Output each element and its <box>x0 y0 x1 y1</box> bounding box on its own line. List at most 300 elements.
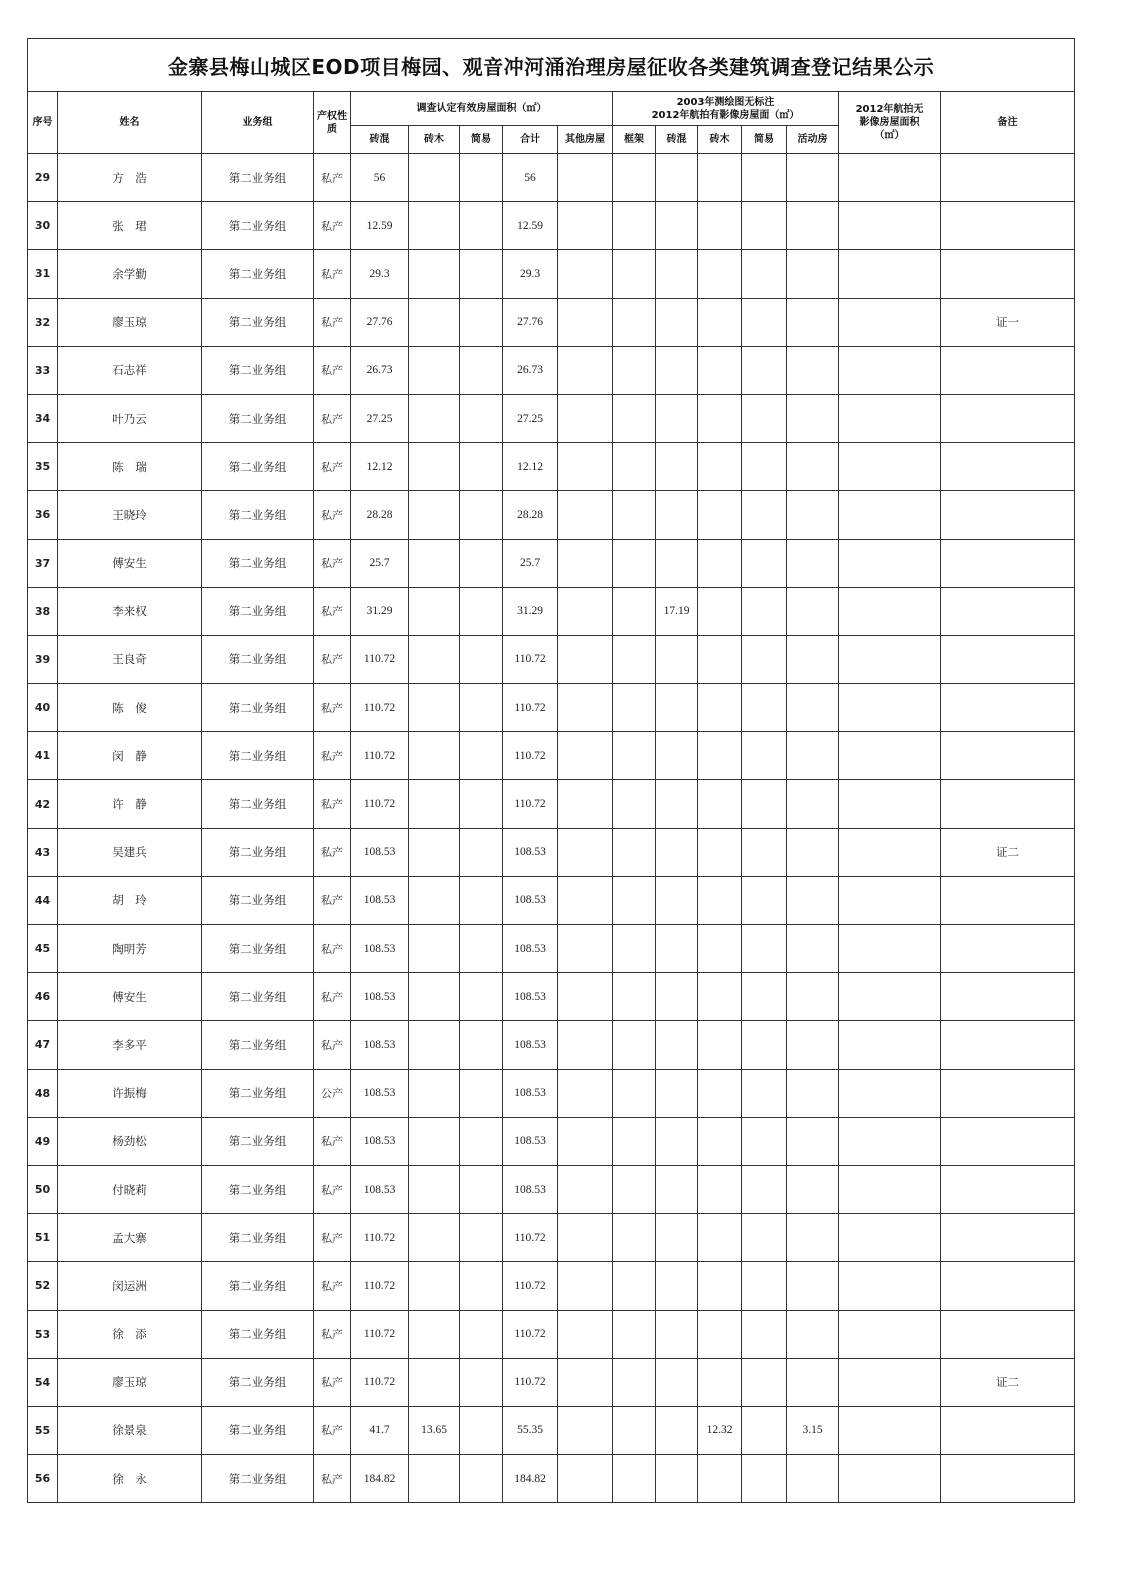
table-row <box>28 1214 1075 1262</box>
row-aerial-brick-concrete <box>656 635 698 683</box>
table-row <box>28 539 1075 587</box>
row-aerial-brick-concrete <box>656 202 698 250</box>
row-survey-brick-concrete: 108.53 <box>351 876 409 924</box>
row-survey-simple <box>460 250 503 298</box>
row-remark: 证一 <box>941 298 1075 346</box>
row-aerial-simple <box>742 491 787 539</box>
row-group: 第二业务组 <box>202 1165 314 1213</box>
row-remark <box>941 443 1075 491</box>
row-seq: 42 <box>28 780 58 828</box>
row-aerial-mobile <box>787 876 839 924</box>
row-survey-brick-wood <box>409 925 460 973</box>
row-survey-brick-wood <box>409 298 460 346</box>
row-group: 第二业务组 <box>202 491 314 539</box>
row-aerial-brick-concrete <box>656 780 698 828</box>
row-seq: 39 <box>28 635 58 683</box>
row-survey-brick-wood <box>409 346 460 394</box>
row-remark <box>941 346 1075 394</box>
row-aerial-frame <box>613 1310 656 1358</box>
row-nature: 私产 <box>314 1310 351 1358</box>
row-survey-other <box>558 1262 613 1310</box>
row-group: 第二业务组 <box>202 780 314 828</box>
row-seq: 49 <box>28 1117 58 1165</box>
row-survey-total: 110.72 <box>503 1262 558 1310</box>
row-aerial-brick-wood <box>698 587 742 635</box>
row-aerial-mobile <box>787 491 839 539</box>
row-survey-brick-concrete: 108.53 <box>351 1069 409 1117</box>
row-aerial-brick-concrete <box>656 298 698 346</box>
row-survey-simple <box>460 1310 503 1358</box>
row-remark <box>941 780 1075 828</box>
row-survey-brick-wood <box>409 635 460 683</box>
row-survey-simple <box>460 973 503 1021</box>
row-survey-total: 110.72 <box>503 780 558 828</box>
row-no-image-area <box>839 1214 941 1262</box>
row-survey-simple <box>460 491 503 539</box>
row-survey-brick-concrete: 108.53 <box>351 1165 409 1213</box>
row-name: 王良奇 <box>58 635 202 683</box>
row-aerial-simple <box>742 1021 787 1069</box>
row-survey-total: 108.53 <box>503 973 558 1021</box>
row-group: 第二业务组 <box>202 298 314 346</box>
row-remark <box>941 635 1075 683</box>
row-aerial-mobile <box>787 780 839 828</box>
row-seq: 56 <box>28 1455 58 1503</box>
row-aerial-mobile <box>787 298 839 346</box>
row-group: 第二业务组 <box>202 1262 314 1310</box>
row-survey-simple <box>460 1358 503 1406</box>
row-aerial-frame <box>613 154 656 202</box>
row-aerial-frame <box>613 925 656 973</box>
row-aerial-simple <box>742 539 787 587</box>
row-aerial-brick-concrete <box>656 491 698 539</box>
row-aerial-brick-wood <box>698 1358 742 1406</box>
row-survey-other <box>558 1310 613 1358</box>
row-group: 第二业务组 <box>202 876 314 924</box>
row-aerial-brick-concrete <box>656 1165 698 1213</box>
row-group: 第二业务组 <box>202 1310 314 1358</box>
row-aerial-frame <box>613 587 656 635</box>
row-aerial-brick-concrete <box>656 1358 698 1406</box>
row-aerial-frame <box>613 1214 656 1262</box>
row-aerial-mobile <box>787 973 839 1021</box>
row-survey-total: 56 <box>503 154 558 202</box>
row-seq: 44 <box>28 876 58 924</box>
row-survey-other <box>558 443 613 491</box>
row-aerial-frame <box>613 443 656 491</box>
row-survey-other <box>558 346 613 394</box>
row-seq: 40 <box>28 684 58 732</box>
row-aerial-simple <box>742 250 787 298</box>
row-survey-brick-wood <box>409 1021 460 1069</box>
row-aerial-mobile <box>787 250 839 298</box>
row-group: 第二业务组 <box>202 973 314 1021</box>
row-aerial-frame <box>613 202 656 250</box>
row-survey-total: 12.12 <box>503 443 558 491</box>
row-survey-total: 108.53 <box>503 925 558 973</box>
row-nature: 私产 <box>314 635 351 683</box>
header-survey-brick-concrete: 砖混 <box>351 126 409 154</box>
row-aerial-mobile <box>787 1165 839 1213</box>
row-survey-brick-concrete: 108.53 <box>351 828 409 876</box>
row-survey-other <box>558 1117 613 1165</box>
row-aerial-mobile <box>787 828 839 876</box>
header-no-image: 2012年航拍无影像房屋面积（㎡） <box>839 92 941 154</box>
row-aerial-brick-wood <box>698 491 742 539</box>
row-name: 余学勤 <box>58 250 202 298</box>
row-nature: 私产 <box>314 1021 351 1069</box>
row-seq: 47 <box>28 1021 58 1069</box>
row-aerial-brick-wood <box>698 635 742 683</box>
table-body <box>28 154 1075 1503</box>
row-survey-simple <box>460 346 503 394</box>
row-survey-total: 27.76 <box>503 298 558 346</box>
row-remark <box>941 1021 1075 1069</box>
row-name: 张 珺 <box>58 202 202 250</box>
row-aerial-brick-wood <box>698 1310 742 1358</box>
row-nature: 私产 <box>314 394 351 442</box>
table-row <box>28 684 1075 732</box>
row-survey-other <box>558 780 613 828</box>
table-row <box>28 1310 1075 1358</box>
row-survey-total: 12.59 <box>503 202 558 250</box>
row-aerial-simple <box>742 202 787 250</box>
row-aerial-brick-wood <box>698 684 742 732</box>
row-name: 傅安生 <box>58 973 202 1021</box>
table-row <box>28 491 1075 539</box>
row-survey-other <box>558 973 613 1021</box>
row-survey-other <box>558 394 613 442</box>
row-survey-brick-wood: 13.65 <box>409 1406 460 1454</box>
row-group: 第二业务组 <box>202 443 314 491</box>
row-aerial-mobile <box>787 1310 839 1358</box>
row-seq: 33 <box>28 346 58 394</box>
row-no-image-area <box>839 780 941 828</box>
row-no-image-area <box>839 973 941 1021</box>
row-aerial-mobile <box>787 443 839 491</box>
row-nature: 公产 <box>314 1069 351 1117</box>
row-survey-simple <box>460 876 503 924</box>
header-aerial-brick-wood: 砖木 <box>698 126 742 154</box>
row-aerial-simple <box>742 1262 787 1310</box>
row-survey-brick-concrete: 110.72 <box>351 684 409 732</box>
table-row <box>28 202 1075 250</box>
row-aerial-mobile <box>787 1069 839 1117</box>
row-survey-brick-concrete: 27.25 <box>351 394 409 442</box>
row-aerial-frame <box>613 780 656 828</box>
table-row <box>28 250 1075 298</box>
row-aerial-simple <box>742 828 787 876</box>
row-group: 第二业务组 <box>202 250 314 298</box>
row-survey-brick-concrete: 110.72 <box>351 635 409 683</box>
row-group: 第二业务组 <box>202 154 314 202</box>
row-remark <box>941 250 1075 298</box>
row-aerial-brick-wood <box>698 298 742 346</box>
row-survey-other <box>558 202 613 250</box>
row-survey-simple <box>460 1262 503 1310</box>
row-survey-total: 31.29 <box>503 587 558 635</box>
row-survey-simple <box>460 1214 503 1262</box>
row-name: 陶明芳 <box>58 925 202 973</box>
row-aerial-mobile <box>787 202 839 250</box>
row-group: 第二业务组 <box>202 1069 314 1117</box>
row-aerial-mobile: 3.15 <box>787 1406 839 1454</box>
table-row <box>28 925 1075 973</box>
row-aerial-simple <box>742 973 787 1021</box>
row-survey-simple <box>460 780 503 828</box>
row-survey-simple <box>460 587 503 635</box>
table-row <box>28 1117 1075 1165</box>
row-no-image-area <box>839 250 941 298</box>
row-remark <box>941 154 1075 202</box>
row-seq: 35 <box>28 443 58 491</box>
row-survey-total: 184.82 <box>503 1455 558 1503</box>
row-aerial-brick-wood <box>698 250 742 298</box>
row-no-image-area <box>839 684 941 732</box>
row-no-image-area <box>839 587 941 635</box>
row-survey-brick-concrete: 110.72 <box>351 1358 409 1406</box>
row-remark <box>941 202 1075 250</box>
row-aerial-brick-concrete <box>656 1310 698 1358</box>
table-row <box>28 780 1075 828</box>
row-survey-simple <box>460 1165 503 1213</box>
row-name: 廖玉琼 <box>58 298 202 346</box>
row-aerial-brick-wood <box>698 1117 742 1165</box>
row-aerial-simple <box>742 1310 787 1358</box>
row-nature: 私产 <box>314 154 351 202</box>
row-survey-total: 29.3 <box>503 250 558 298</box>
row-aerial-simple <box>742 1358 787 1406</box>
header-nature: 产权性质 <box>314 92 351 154</box>
row-aerial-frame <box>613 1069 656 1117</box>
row-seq: 55 <box>28 1406 58 1454</box>
row-survey-brick-wood <box>409 539 460 587</box>
row-aerial-brick-wood <box>698 876 742 924</box>
row-name: 廖玉琼 <box>58 1358 202 1406</box>
row-aerial-frame <box>613 1406 656 1454</box>
row-aerial-frame <box>613 298 656 346</box>
row-nature: 私产 <box>314 298 351 346</box>
row-survey-other <box>558 539 613 587</box>
row-nature: 私产 <box>314 587 351 635</box>
row-aerial-frame <box>613 394 656 442</box>
row-no-image-area <box>839 635 941 683</box>
row-survey-brick-wood <box>409 202 460 250</box>
row-aerial-brick-concrete <box>656 1117 698 1165</box>
row-remark <box>941 1117 1075 1165</box>
row-name: 徐 添 <box>58 1310 202 1358</box>
row-aerial-frame <box>613 1117 656 1165</box>
row-name: 傅安生 <box>58 539 202 587</box>
row-survey-brick-wood <box>409 1117 460 1165</box>
row-aerial-simple <box>742 1165 787 1213</box>
table-row <box>28 1021 1075 1069</box>
row-group: 第二业务组 <box>202 1021 314 1069</box>
row-survey-simple <box>460 732 503 780</box>
row-nature: 私产 <box>314 925 351 973</box>
row-group: 第二业务组 <box>202 1358 314 1406</box>
row-aerial-brick-wood <box>698 925 742 973</box>
row-survey-other <box>558 1214 613 1262</box>
row-survey-brick-concrete: 56 <box>351 154 409 202</box>
row-nature: 私产 <box>314 539 351 587</box>
row-seq: 43 <box>28 828 58 876</box>
row-survey-brick-concrete: 31.29 <box>351 587 409 635</box>
row-aerial-brick-wood <box>698 154 742 202</box>
row-nature: 私产 <box>314 1406 351 1454</box>
row-aerial-simple <box>742 394 787 442</box>
row-survey-brick-concrete: 27.76 <box>351 298 409 346</box>
row-survey-simple <box>460 1021 503 1069</box>
row-survey-total: 110.72 <box>503 1310 558 1358</box>
row-survey-brick-wood <box>409 732 460 780</box>
row-aerial-brick-concrete <box>656 394 698 442</box>
document-title: 金寨县梅山城区EOD项目梅园、观音冲河涌治理房屋征收各类建筑调查登记结果公示 <box>28 39 1075 92</box>
row-survey-simple <box>460 635 503 683</box>
row-aerial-brick-concrete <box>656 1069 698 1117</box>
row-survey-simple <box>460 443 503 491</box>
row-aerial-mobile <box>787 732 839 780</box>
row-aerial-brick-wood <box>698 780 742 828</box>
row-aerial-brick-wood <box>698 973 742 1021</box>
row-nature: 私产 <box>314 1214 351 1262</box>
row-survey-other <box>558 876 613 924</box>
row-name: 方 浩 <box>58 154 202 202</box>
row-aerial-brick-wood <box>698 1165 742 1213</box>
row-aerial-brick-wood <box>698 394 742 442</box>
row-seq: 46 <box>28 973 58 1021</box>
row-aerial-brick-wood <box>698 346 742 394</box>
row-nature: 私产 <box>314 1358 351 1406</box>
row-aerial-simple <box>742 1406 787 1454</box>
table-row <box>28 1406 1075 1454</box>
row-aerial-brick-concrete <box>656 1455 698 1503</box>
row-no-image-area <box>839 828 941 876</box>
row-name: 石志祥 <box>58 346 202 394</box>
row-name: 李来权 <box>58 587 202 635</box>
row-aerial-brick-concrete <box>656 250 698 298</box>
header-name: 姓名 <box>58 92 202 154</box>
row-survey-total: 25.7 <box>503 539 558 587</box>
row-survey-other <box>558 684 613 732</box>
row-no-image-area <box>839 394 941 442</box>
row-aerial-mobile <box>787 394 839 442</box>
row-nature: 私产 <box>314 780 351 828</box>
row-survey-brick-wood <box>409 443 460 491</box>
row-aerial-brick-wood <box>698 1214 742 1262</box>
row-survey-brick-wood <box>409 876 460 924</box>
row-no-image-area <box>839 1069 941 1117</box>
header-seq: 序号 <box>28 92 58 154</box>
row-nature: 私产 <box>314 346 351 394</box>
row-aerial-simple <box>742 346 787 394</box>
row-group: 第二业务组 <box>202 732 314 780</box>
row-survey-simple <box>460 828 503 876</box>
row-seq: 45 <box>28 925 58 973</box>
row-no-image-area <box>839 491 941 539</box>
table-row <box>28 1455 1075 1503</box>
row-aerial-brick-concrete <box>656 1406 698 1454</box>
header-survey-simple: 简易 <box>460 126 503 154</box>
row-aerial-brick-wood: 12.32 <box>698 1406 742 1454</box>
row-name: 杨劲松 <box>58 1117 202 1165</box>
row-aerial-simple <box>742 780 787 828</box>
table-row <box>28 346 1075 394</box>
row-seq: 29 <box>28 154 58 202</box>
row-name: 孟大寨 <box>58 1214 202 1262</box>
row-survey-other <box>558 1406 613 1454</box>
row-survey-brick-concrete: 12.12 <box>351 443 409 491</box>
row-name: 许 静 <box>58 780 202 828</box>
row-survey-brick-wood <box>409 587 460 635</box>
row-survey-simple <box>460 1117 503 1165</box>
header-remark: 备注 <box>941 92 1075 154</box>
row-aerial-simple <box>742 876 787 924</box>
row-remark <box>941 539 1075 587</box>
row-remark <box>941 1310 1075 1358</box>
row-survey-other <box>558 298 613 346</box>
table-row <box>28 154 1075 202</box>
row-aerial-simple <box>742 684 787 732</box>
row-seq: 37 <box>28 539 58 587</box>
row-survey-brick-wood <box>409 1069 460 1117</box>
row-aerial-brick-concrete <box>656 346 698 394</box>
header-aerial-group: 2003年测绘图无标注 2012年航拍有影像房屋面（㎡） <box>613 92 839 126</box>
row-survey-brick-wood <box>409 973 460 1021</box>
row-seq: 41 <box>28 732 58 780</box>
row-group: 第二业务组 <box>202 1406 314 1454</box>
table-row <box>28 1165 1075 1213</box>
row-nature: 私产 <box>314 828 351 876</box>
row-remark <box>941 1165 1075 1213</box>
header-aerial-frame: 框架 <box>613 126 656 154</box>
row-no-image-area <box>839 1406 941 1454</box>
row-seq: 54 <box>28 1358 58 1406</box>
row-survey-total: 110.72 <box>503 684 558 732</box>
row-aerial-simple <box>742 154 787 202</box>
row-aerial-brick-concrete <box>656 828 698 876</box>
row-group: 第二业务组 <box>202 394 314 442</box>
row-no-image-area <box>839 443 941 491</box>
row-survey-total: 110.72 <box>503 635 558 683</box>
row-survey-other <box>558 925 613 973</box>
row-aerial-simple <box>742 925 787 973</box>
row-survey-brick-wood <box>409 780 460 828</box>
row-no-image-area <box>839 346 941 394</box>
row-aerial-frame <box>613 973 656 1021</box>
row-aerial-brick-wood <box>698 828 742 876</box>
row-survey-other <box>558 1358 613 1406</box>
table-row <box>28 1262 1075 1310</box>
row-aerial-brick-wood <box>698 1455 742 1503</box>
row-group: 第二业务组 <box>202 828 314 876</box>
row-no-image-area <box>839 202 941 250</box>
row-remark <box>941 1214 1075 1262</box>
row-name: 陈 瑞 <box>58 443 202 491</box>
row-aerial-simple <box>742 443 787 491</box>
header-survey-total: 合计 <box>503 126 558 154</box>
row-remark: 证二 <box>941 1358 1075 1406</box>
row-aerial-brick-wood <box>698 732 742 780</box>
table-row <box>28 1069 1075 1117</box>
row-survey-brick-wood <box>409 1165 460 1213</box>
row-survey-brick-concrete: 184.82 <box>351 1455 409 1503</box>
row-group: 第二业务组 <box>202 1117 314 1165</box>
row-seq: 31 <box>28 250 58 298</box>
row-survey-total: 28.28 <box>503 491 558 539</box>
row-seq: 48 <box>28 1069 58 1117</box>
row-aerial-simple <box>742 732 787 780</box>
